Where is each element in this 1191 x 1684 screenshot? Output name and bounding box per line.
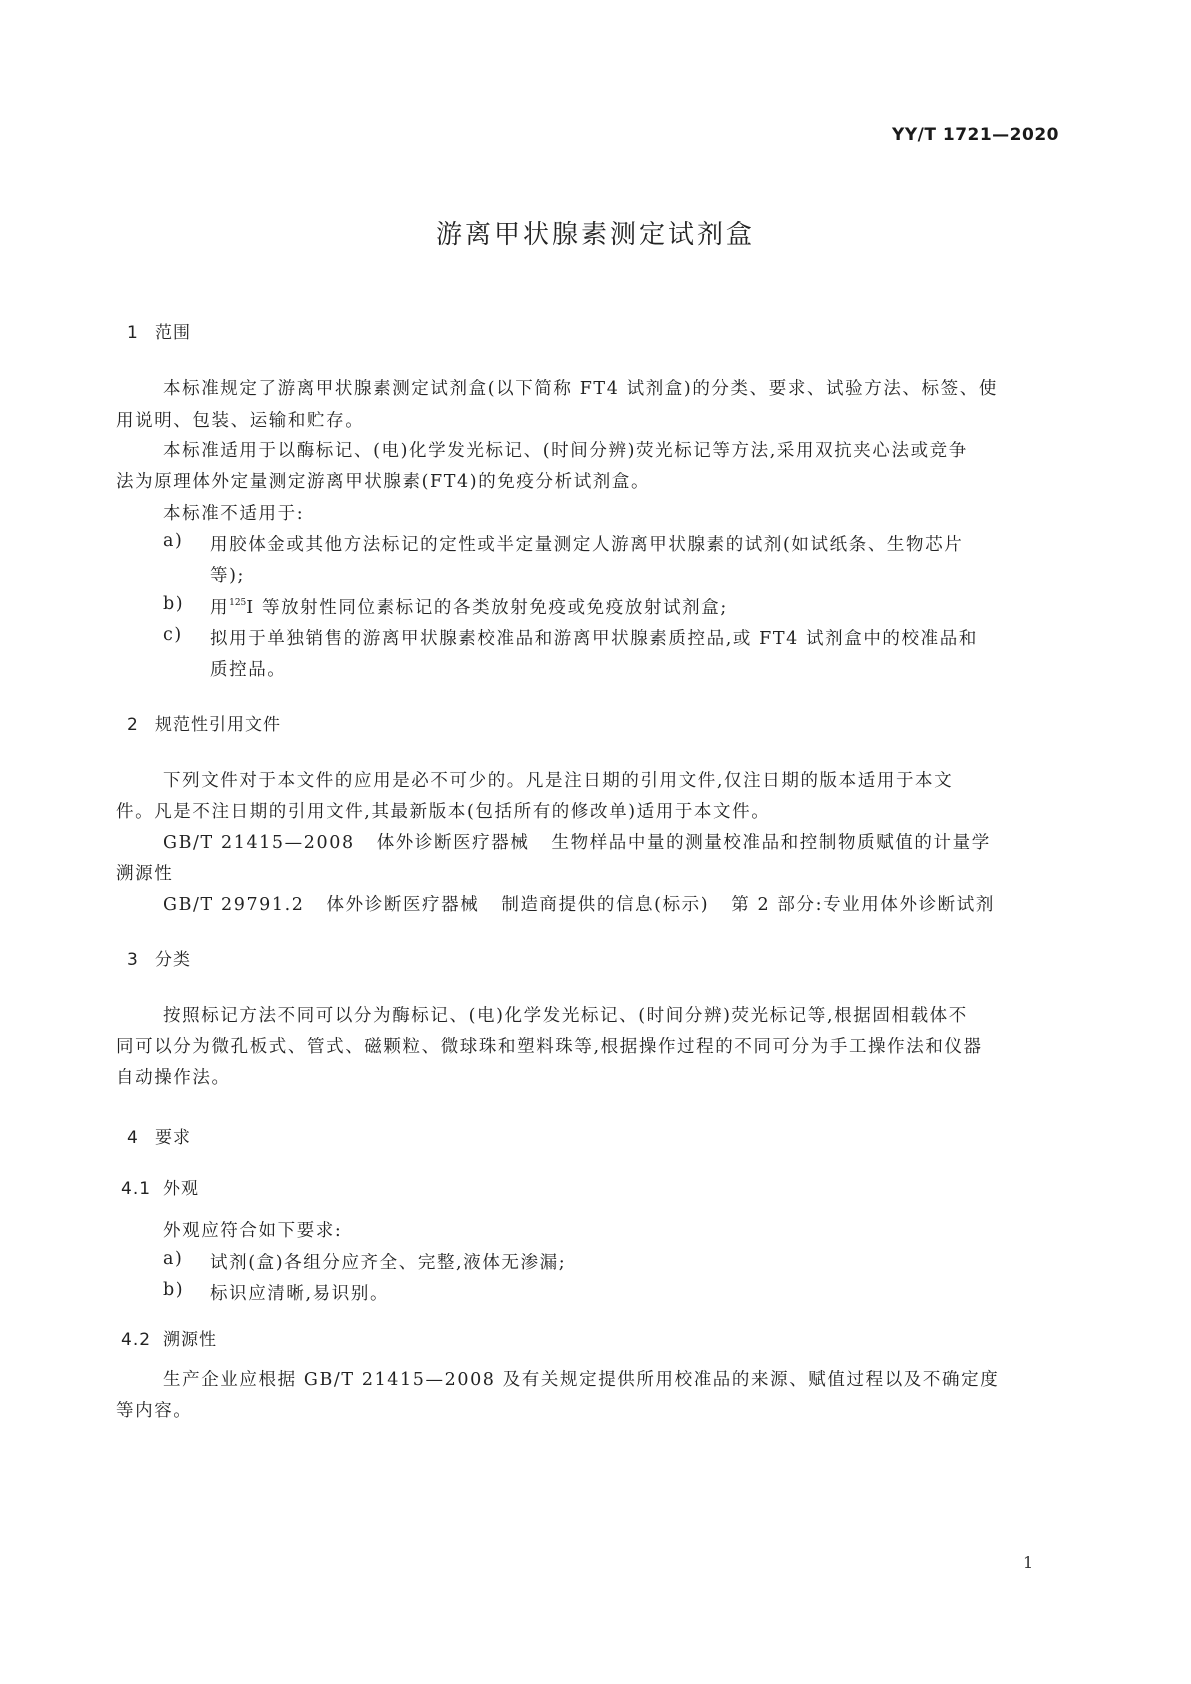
reference-entry: [163, 891, 995, 916]
list-item: [163, 531, 964, 556]
section-2-heading: [127, 710, 281, 735]
list-item-continuation: 等);: [210, 566, 246, 586]
section-title: 范围: [155, 323, 191, 343]
subsection-number: 4.1: [121, 1179, 152, 1199]
paragraph-line: 本标准规定了游离甲状腺素测定试剂盒(以下简称 FT4 试剂盒)的分类、要求、试验方法、标签、使: [163, 379, 998, 399]
paragraph-line: 外观应符合如下要求:: [163, 1221, 343, 1241]
subsection-4-1-heading: [121, 1174, 199, 1199]
superscript: 125: [229, 598, 247, 608]
section-1-heading: [127, 318, 191, 343]
subsection-title: 外观: [163, 1179, 199, 1199]
reference-title: 体外诊断医疗器械: [326, 895, 480, 915]
standard-code: YY/T 1721—2020: [892, 125, 1059, 145]
section-4-heading: [127, 1123, 191, 1148]
reference-code: GB/T 29791.2: [163, 895, 305, 915]
list-item-label: b): [163, 594, 185, 614]
page-title: 游离甲状腺素测定试剂盒: [435, 220, 755, 250]
reference-title: 生物样品中量的测量校准品和控制物质赋值的计量学: [551, 833, 991, 853]
paragraph-line: 同可以分为微孔板式、管式、磁颗粒、微球珠和塑料珠等,根据操作过程的不同可分为手工操作法和仪器: [116, 1037, 983, 1057]
paragraph-line: 按照标记方法不同可以分为酶标记、(电)化学发光标记、(时间分辨)荧光标记等,根据固相载体不: [163, 1006, 968, 1026]
reference-title: 制造商提供的信息(标示): [501, 895, 710, 915]
paragraph-line: 自动操作法。: [116, 1068, 231, 1088]
list-item-label: b): [163, 1280, 185, 1300]
list-item-text: I 等放射性同位素标记的各类放射免疫或免疫放射试剂盒;: [246, 598, 728, 618]
list-item-continuation: 质控品。: [210, 660, 287, 680]
section-title: 要求: [155, 1128, 191, 1148]
paragraph-line: 下列文件对于本文件的应用是必不可少的。凡是注日期的引用文件,仅注日期的版本适用于本文: [163, 771, 954, 791]
reference-title: 体外诊断医疗器械: [376, 833, 530, 853]
list-item-label: a): [163, 1249, 184, 1269]
list-item-label: c): [163, 625, 183, 645]
section-number: 2: [127, 715, 139, 735]
section-title: 分类: [155, 950, 191, 970]
section-title: 规范性引用文件: [155, 715, 281, 735]
reference-entry-continuation: 溯源性: [116, 864, 174, 884]
section-number: 1: [127, 323, 139, 343]
list-item: [163, 594, 728, 619]
page-number: 1: [1023, 1553, 1034, 1572]
list-item-label: a): [163, 531, 184, 551]
subsection-4-2-heading: [121, 1325, 217, 1350]
list-item-text: 标识应清晰,易识别。: [210, 1284, 390, 1304]
list-item: [163, 1280, 390, 1305]
reference-code: GB/T 21415—2008: [163, 833, 355, 853]
list-item-text: 用胶体金或其他方法标记的定性或半定量测定人游离甲状腺素的试剂(如试纸条、生物芯片: [210, 535, 964, 555]
section-3-heading: [127, 945, 191, 970]
subsection-title: 溯源性: [163, 1330, 217, 1350]
list-item-text: 试剂(盒)各组分应齐全、完整,液体无渗漏;: [210, 1253, 567, 1273]
list-item-text: 用: [210, 598, 230, 618]
paragraph-line: 本标准适用于以酶标记、(电)化学发光标记、(时间分辨)荧光标记等方法,采用双抗夹心法或竞争: [163, 441, 968, 461]
subsection-number: 4.2: [121, 1330, 152, 1350]
reference-entry: [163, 829, 991, 854]
reference-title: 第 2 部分:专业用体外诊断试剂: [731, 895, 995, 915]
paragraph-line: 法为原理体外定量测定游离甲状腺素(FT4)的免疫分析试剂盒。: [116, 472, 651, 492]
paragraph-line: 件。凡是不注日期的引用文件,其最新版本(包括所有的修改单)适用于本文件。: [116, 802, 771, 822]
list-item: [163, 625, 978, 650]
section-number: 4: [127, 1128, 139, 1148]
list-item-text: 拟用于单独销售的游离甲状腺素校准品和游离甲状腺素质控品,或 FT4 试剂盒中的校准品和: [210, 629, 978, 649]
paragraph-line: 用说明、包装、运输和贮存。: [116, 411, 365, 431]
list-item: [163, 1249, 567, 1274]
paragraph-line: 生产企业应根据 GB/T 21415—2008 及有关规定提供所用校准品的来源、赋值过程以及不确定度: [163, 1370, 1000, 1390]
section-number: 3: [127, 950, 139, 970]
paragraph-line: 等内容。: [116, 1401, 193, 1421]
paragraph-line: 本标准不适用于:: [163, 504, 305, 524]
